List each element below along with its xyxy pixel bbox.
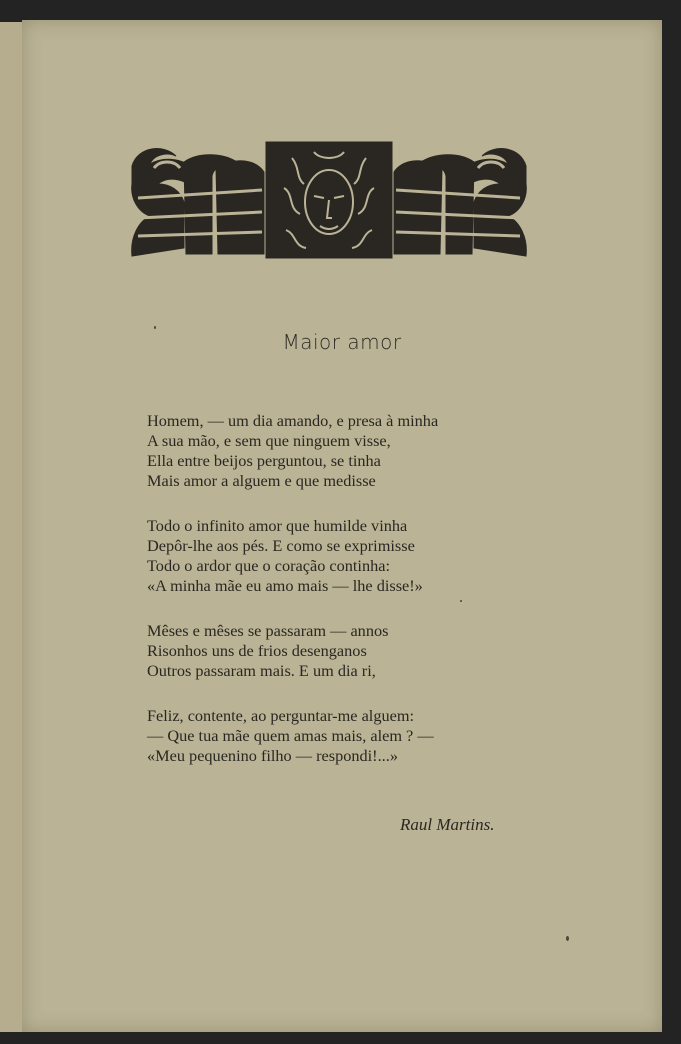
poem-line: Risonhos uns de frios desenganos	[147, 641, 367, 660]
book-page	[22, 20, 662, 1032]
poem-line: Depôr-lhe aos pés. E como se exprimisse	[147, 536, 415, 555]
paper-speck	[154, 326, 156, 329]
stanza-2	[147, 516, 438, 596]
author-signature: Raul Martins.	[400, 815, 495, 834]
poem-line: «Meu pequenino filho — respondi!...»	[147, 746, 398, 765]
paper-speck	[566, 936, 569, 941]
medusa-ornament-icon	[124, 138, 534, 260]
poem-line: Todo o infinito amor que humilde vinha	[147, 516, 408, 535]
poem-line: — Que tua mãe quem amas mais, alem ? —	[147, 726, 434, 745]
poem-line: Mais amor a alguem e que medisse	[147, 471, 376, 490]
poem-line: Homem, — um dia amando, e presa à minha	[147, 411, 439, 430]
previous-page-edge	[0, 22, 23, 1032]
poem-line: A sua mão, e sem que ninguem visse,	[147, 431, 391, 450]
poem-line: «A minha mãe eu amo mais — lhe disse!»	[147, 576, 423, 595]
poem-line: Ella entre beijos perguntou, se tinha	[147, 451, 381, 470]
stanza-3	[147, 621, 438, 681]
poem-line: Todo o ardor que o coração continha:	[147, 556, 390, 575]
paper-speck	[460, 600, 462, 602]
poem-body	[147, 411, 438, 791]
poem-line: Mêses e mêses se passaram — annos	[147, 621, 389, 640]
poem-line: Outros passaram mais. E um dia ri,	[147, 661, 376, 680]
poem-title: Maior amor	[282, 330, 402, 354]
poem-line: Feliz, contente, ao perguntar-me alguem:	[147, 706, 415, 725]
stanza-4	[147, 706, 438, 766]
stanza-1	[147, 411, 438, 491]
